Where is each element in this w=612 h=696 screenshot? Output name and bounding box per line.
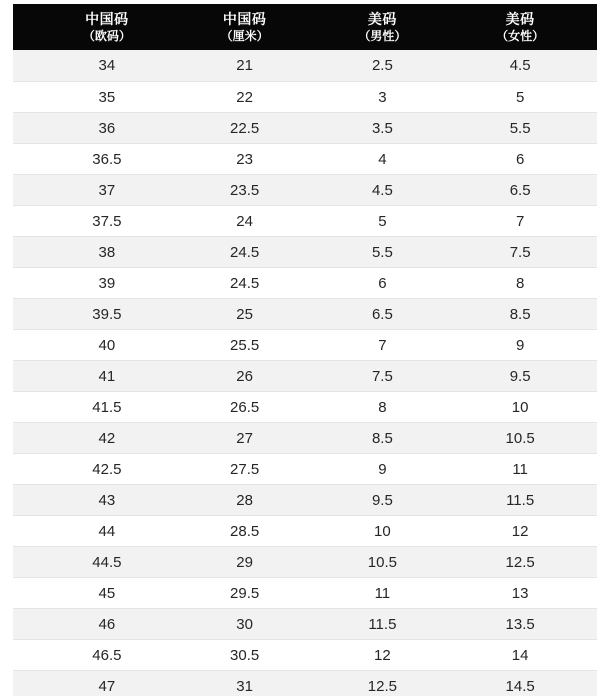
table-cell: 39.5 (92, 305, 122, 323)
table-cell: 5 (378, 212, 387, 230)
table-cell: 5 (515, 88, 525, 106)
table-cell: 5.5 (509, 119, 531, 137)
table-cell: 8 (378, 398, 387, 416)
table-cell: 3.5 (371, 119, 393, 137)
table-cell: 8.5 (371, 429, 393, 447)
table-cell: 10 (511, 398, 529, 416)
table-cell: 9.5 (371, 491, 393, 509)
table-cell: 23 (236, 150, 253, 168)
table-cell: 38 (98, 243, 116, 261)
table-cell: 28.5 (230, 522, 260, 540)
table-row (13, 50, 597, 81)
table-body (13, 50, 597, 696)
table-cell: 42.5 (92, 460, 122, 478)
table-cell: 8 (515, 274, 525, 292)
table-row (13, 453, 597, 484)
column-header-subtitle: （厘米） (220, 29, 269, 43)
table-cell: 7 (378, 336, 387, 354)
table-cell: 4.5 (371, 181, 393, 199)
table-row (13, 267, 597, 298)
table-row (13, 298, 597, 329)
table-cell: 10.5 (505, 429, 535, 447)
column-header-cn-cm (176, 10, 314, 44)
table-cell: 9 (515, 336, 525, 354)
table-cell: 14.5 (505, 677, 535, 695)
table-cell: 11.5 (506, 491, 535, 509)
table-cell: 11 (512, 460, 528, 478)
table-cell: 24.5 (230, 243, 260, 261)
table-cell: 46.5 (92, 646, 122, 664)
table-row (13, 360, 597, 391)
table-row (13, 81, 597, 112)
table-cell: 29 (236, 553, 253, 571)
column-header-subtitle: （女性） (496, 29, 545, 43)
table-row (13, 174, 597, 205)
column-header-subtitle: （欧码） (82, 29, 131, 43)
table-cell: 7.5 (371, 367, 393, 385)
table-cell: 5.5 (371, 243, 393, 261)
table-cell: 42 (98, 429, 116, 447)
table-cell: 2.5 (371, 57, 393, 74)
table-cell: 9 (378, 460, 387, 478)
table-cell: 44 (98, 522, 116, 540)
table-cell: 43 (98, 491, 116, 509)
table-cell: 25 (236, 305, 253, 323)
column-header-title: 中国码 (85, 11, 129, 27)
table-cell: 4.5 (509, 57, 531, 74)
table-cell: 25.5 (230, 336, 260, 354)
table-cell: 22 (236, 88, 253, 106)
table-cell: 10.5 (367, 553, 397, 571)
table-cell: 9.5 (509, 367, 531, 385)
table-cell: 6 (515, 150, 525, 168)
table-cell: 12.5 (505, 553, 535, 571)
table-cell: 4 (378, 150, 387, 168)
table-cell: 12 (511, 522, 529, 540)
table-cell: 30.5 (230, 646, 260, 664)
table-cell: 11.5 (368, 615, 397, 633)
column-header-cn-eu (38, 10, 176, 44)
table-cell: 6 (378, 274, 387, 292)
table-cell: 23.5 (230, 181, 260, 199)
table-cell: 36.5 (92, 150, 122, 168)
table-cell: 39 (98, 274, 116, 292)
table-cell: 27.5 (230, 460, 260, 478)
table-cell: 14 (511, 646, 529, 664)
table-cell: 13 (511, 584, 529, 602)
table-cell: 21 (236, 57, 253, 74)
table-cell: 40 (98, 336, 116, 354)
table-cell: 30 (236, 615, 253, 633)
table-cell: 12 (374, 646, 391, 664)
table-cell: 3 (378, 88, 387, 106)
table-row (13, 236, 597, 267)
table-cell: 7.5 (509, 243, 531, 261)
table-row (13, 205, 597, 236)
table-cell: 44.5 (92, 553, 122, 571)
column-header-title: 中国码 (222, 11, 267, 27)
table-row (13, 422, 597, 453)
table-cell: 24.5 (230, 274, 260, 292)
table-row (13, 608, 597, 639)
table-cell: 12.5 (367, 677, 397, 695)
table-cell: 10 (374, 522, 391, 540)
column-header-us-women (451, 10, 589, 44)
table-cell: 6.5 (509, 181, 531, 199)
table-row (13, 391, 597, 422)
column-header-us-men (314, 10, 452, 44)
column-header-subtitle: （男性） (358, 29, 407, 43)
table-cell: 26 (236, 367, 253, 385)
size-conversion-table (13, 4, 597, 696)
table-row (13, 670, 597, 696)
column-header-title: 美码 (505, 11, 535, 27)
table-cell: 7 (515, 212, 525, 230)
table-cell: 28 (236, 491, 253, 509)
table-cell: 13.5 (505, 615, 535, 633)
table-cell: 41.5 (92, 398, 122, 416)
table-cell: 41 (98, 367, 116, 385)
table-cell: 24 (236, 212, 253, 230)
table-cell: 26.5 (230, 398, 260, 416)
table-row (13, 329, 597, 360)
table-row (13, 484, 597, 515)
table-cell: 11 (374, 584, 391, 602)
table-cell: 22.5 (230, 119, 260, 137)
table-cell: 47 (98, 677, 116, 695)
table-row (13, 577, 597, 608)
table-cell: 35 (98, 88, 116, 106)
table-cell: 29.5 (230, 584, 260, 602)
table-cell: 37 (98, 181, 116, 199)
table-header-row (13, 4, 597, 50)
table-cell: 46 (98, 615, 116, 633)
table-cell: 31 (236, 677, 253, 695)
table-cell: 8.5 (509, 305, 531, 323)
table-cell: 27 (236, 429, 253, 447)
table-row (13, 515, 597, 546)
column-header-title: 美码 (367, 11, 397, 27)
table-cell: 6.5 (371, 305, 393, 323)
table-cell: 45 (98, 584, 116, 602)
table-cell: 34 (98, 57, 116, 74)
table-cell: 36 (98, 119, 116, 137)
table-cell: 37.5 (92, 212, 122, 230)
table-row (13, 143, 597, 174)
table-row (13, 639, 597, 670)
table-row (13, 546, 597, 577)
table-row (13, 112, 597, 143)
